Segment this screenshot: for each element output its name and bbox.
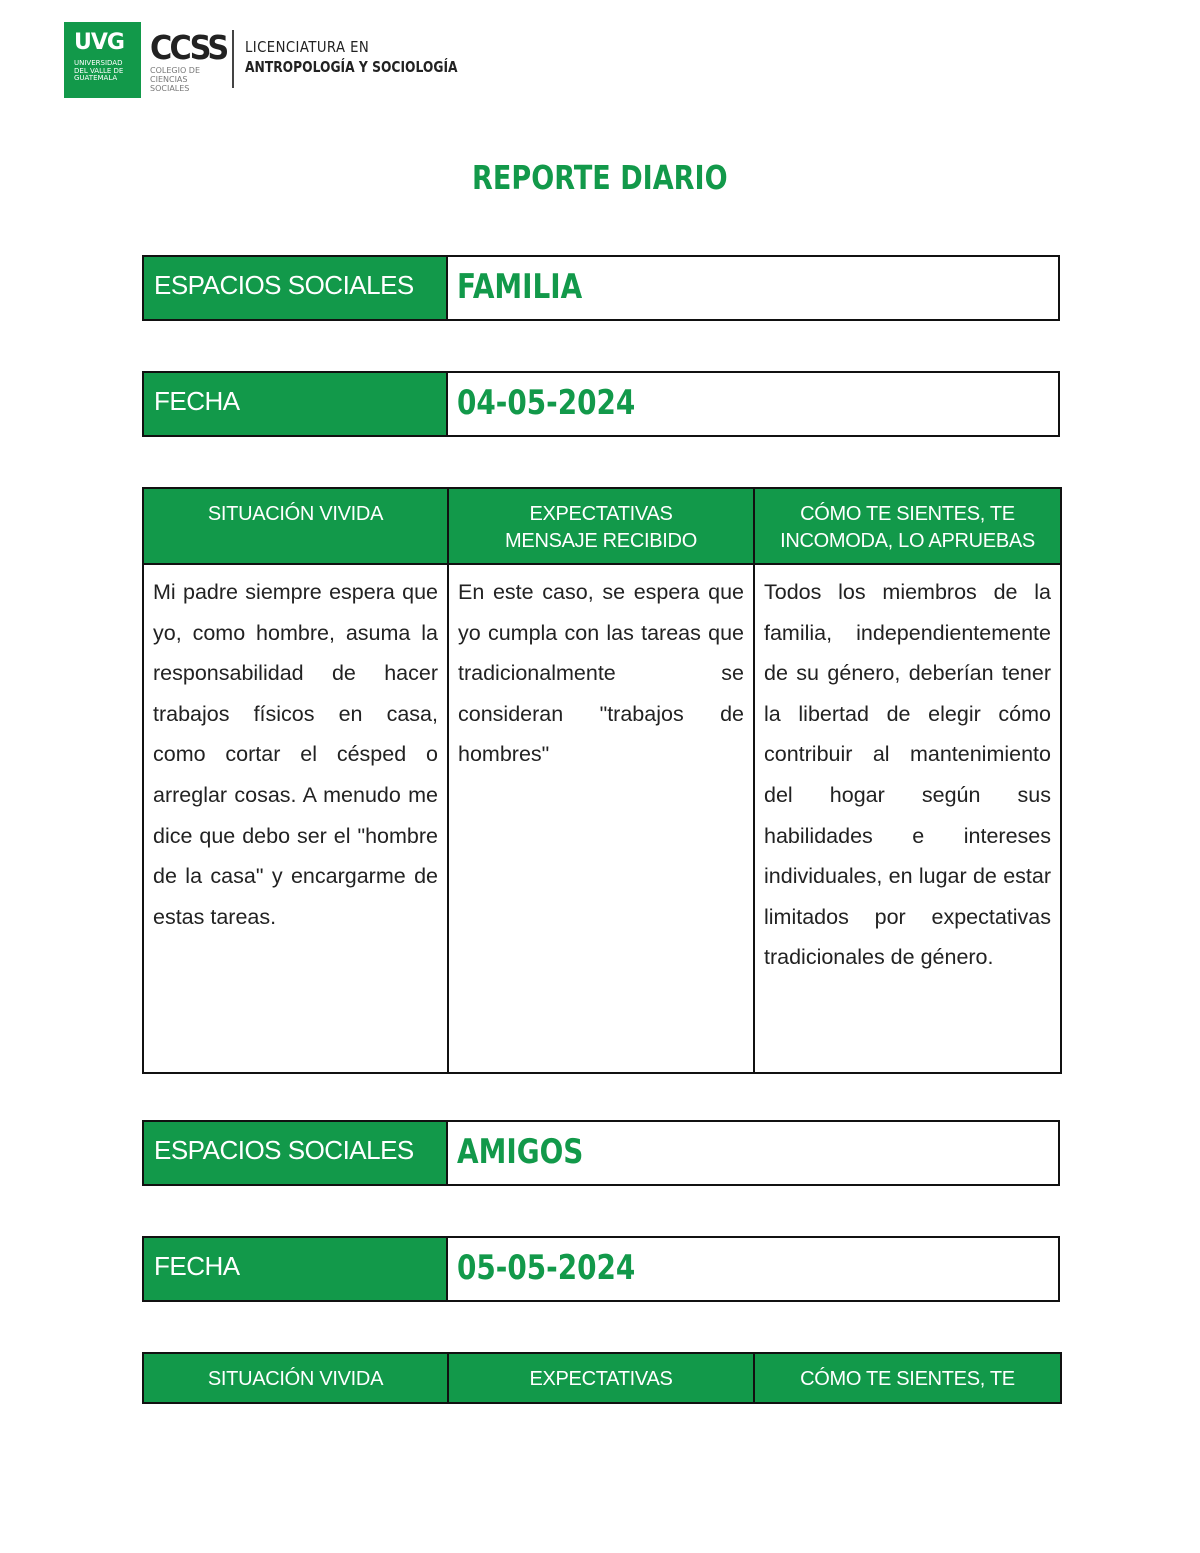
logo-divider [232, 30, 234, 88]
uvg-logo-subtext: UNIVERSIDAD DEL VALLE DE GUATEMALA [74, 59, 124, 82]
date-row [142, 1236, 1060, 1302]
social-space-label: ESPACIOS SOCIALES [144, 257, 448, 319]
column-header-expectations: EXPECTATIVAS MENSAJE RECIBIDO [448, 488, 754, 564]
social-space-value: AMIGOS [457, 1132, 584, 1172]
uvg-logo-text: UVG [74, 30, 124, 55]
cell-expectations: En este caso, se espera que yo cumpla con las tareas que tradicionalmente se consideran "trabajos de hombres" [448, 564, 754, 1073]
social-space-label: ESPACIOS SOCIALES [144, 1122, 448, 1184]
cell-situation: Mi padre siempre espera que yo, como hombre, asuma la responsabilidad de hacer trabajos físicos en casa, como cortar el césped o arreglar cosas. A menudo me dice que debo ser el "hombre de la casa" y encargarme de estas tareas. [143, 564, 448, 1073]
program-name [245, 38, 504, 77]
column-header-feelings: CÓMO TE SIENTES, TE INCOMODA, LO APRUEBAS [754, 488, 1061, 564]
social-space-row [142, 1120, 1060, 1186]
table-header-row [143, 1353, 1061, 1403]
column-header-expectations: EXPECTATIVAS [448, 1353, 754, 1403]
column-header-situation: SITUACIÓN VIVIDA [143, 1353, 448, 1403]
report-table [142, 487, 1062, 1074]
social-space-row [142, 255, 1060, 321]
ccss-logo-subtext: COLEGIO DE CIENCIAS SOCIALES [150, 66, 201, 93]
table-row [143, 564, 1061, 1073]
page-title: REPORTE DIARIO [472, 158, 728, 197]
date-value: 04-05-2024 [457, 383, 636, 423]
table-header-row [143, 488, 1061, 564]
column-header-feelings: CÓMO TE SIENTES, TE [754, 1353, 1061, 1403]
date-label: FECHA [144, 373, 448, 435]
date-value: 05-05-2024 [457, 1248, 636, 1288]
date-row [142, 371, 1060, 437]
ccss-logo [150, 28, 227, 93]
report-table [142, 1352, 1062, 1404]
uvg-logo [64, 22, 141, 98]
column-header-situation: SITUACIÓN VIVIDA [143, 488, 448, 564]
ccss-logo-text: CCSS [150, 28, 227, 67]
social-space-value: FAMILIA [457, 267, 583, 307]
date-label: FECHA [144, 1238, 448, 1300]
cell-feelings: Todos los miembros de la familia, independientemente de su género, deberían tener la libertad de elegir cómo contribuir al mantenimiento del hogar según sus habilidades e intereses individuales, en lugar de estar limitados por expectativas tradicionales de género. [754, 564, 1061, 1073]
program-line2: ANTROPOLOGÍA Y SOCIOLOGÍA [245, 58, 458, 76]
program-line1: LICENCIATURA EN [245, 38, 370, 56]
